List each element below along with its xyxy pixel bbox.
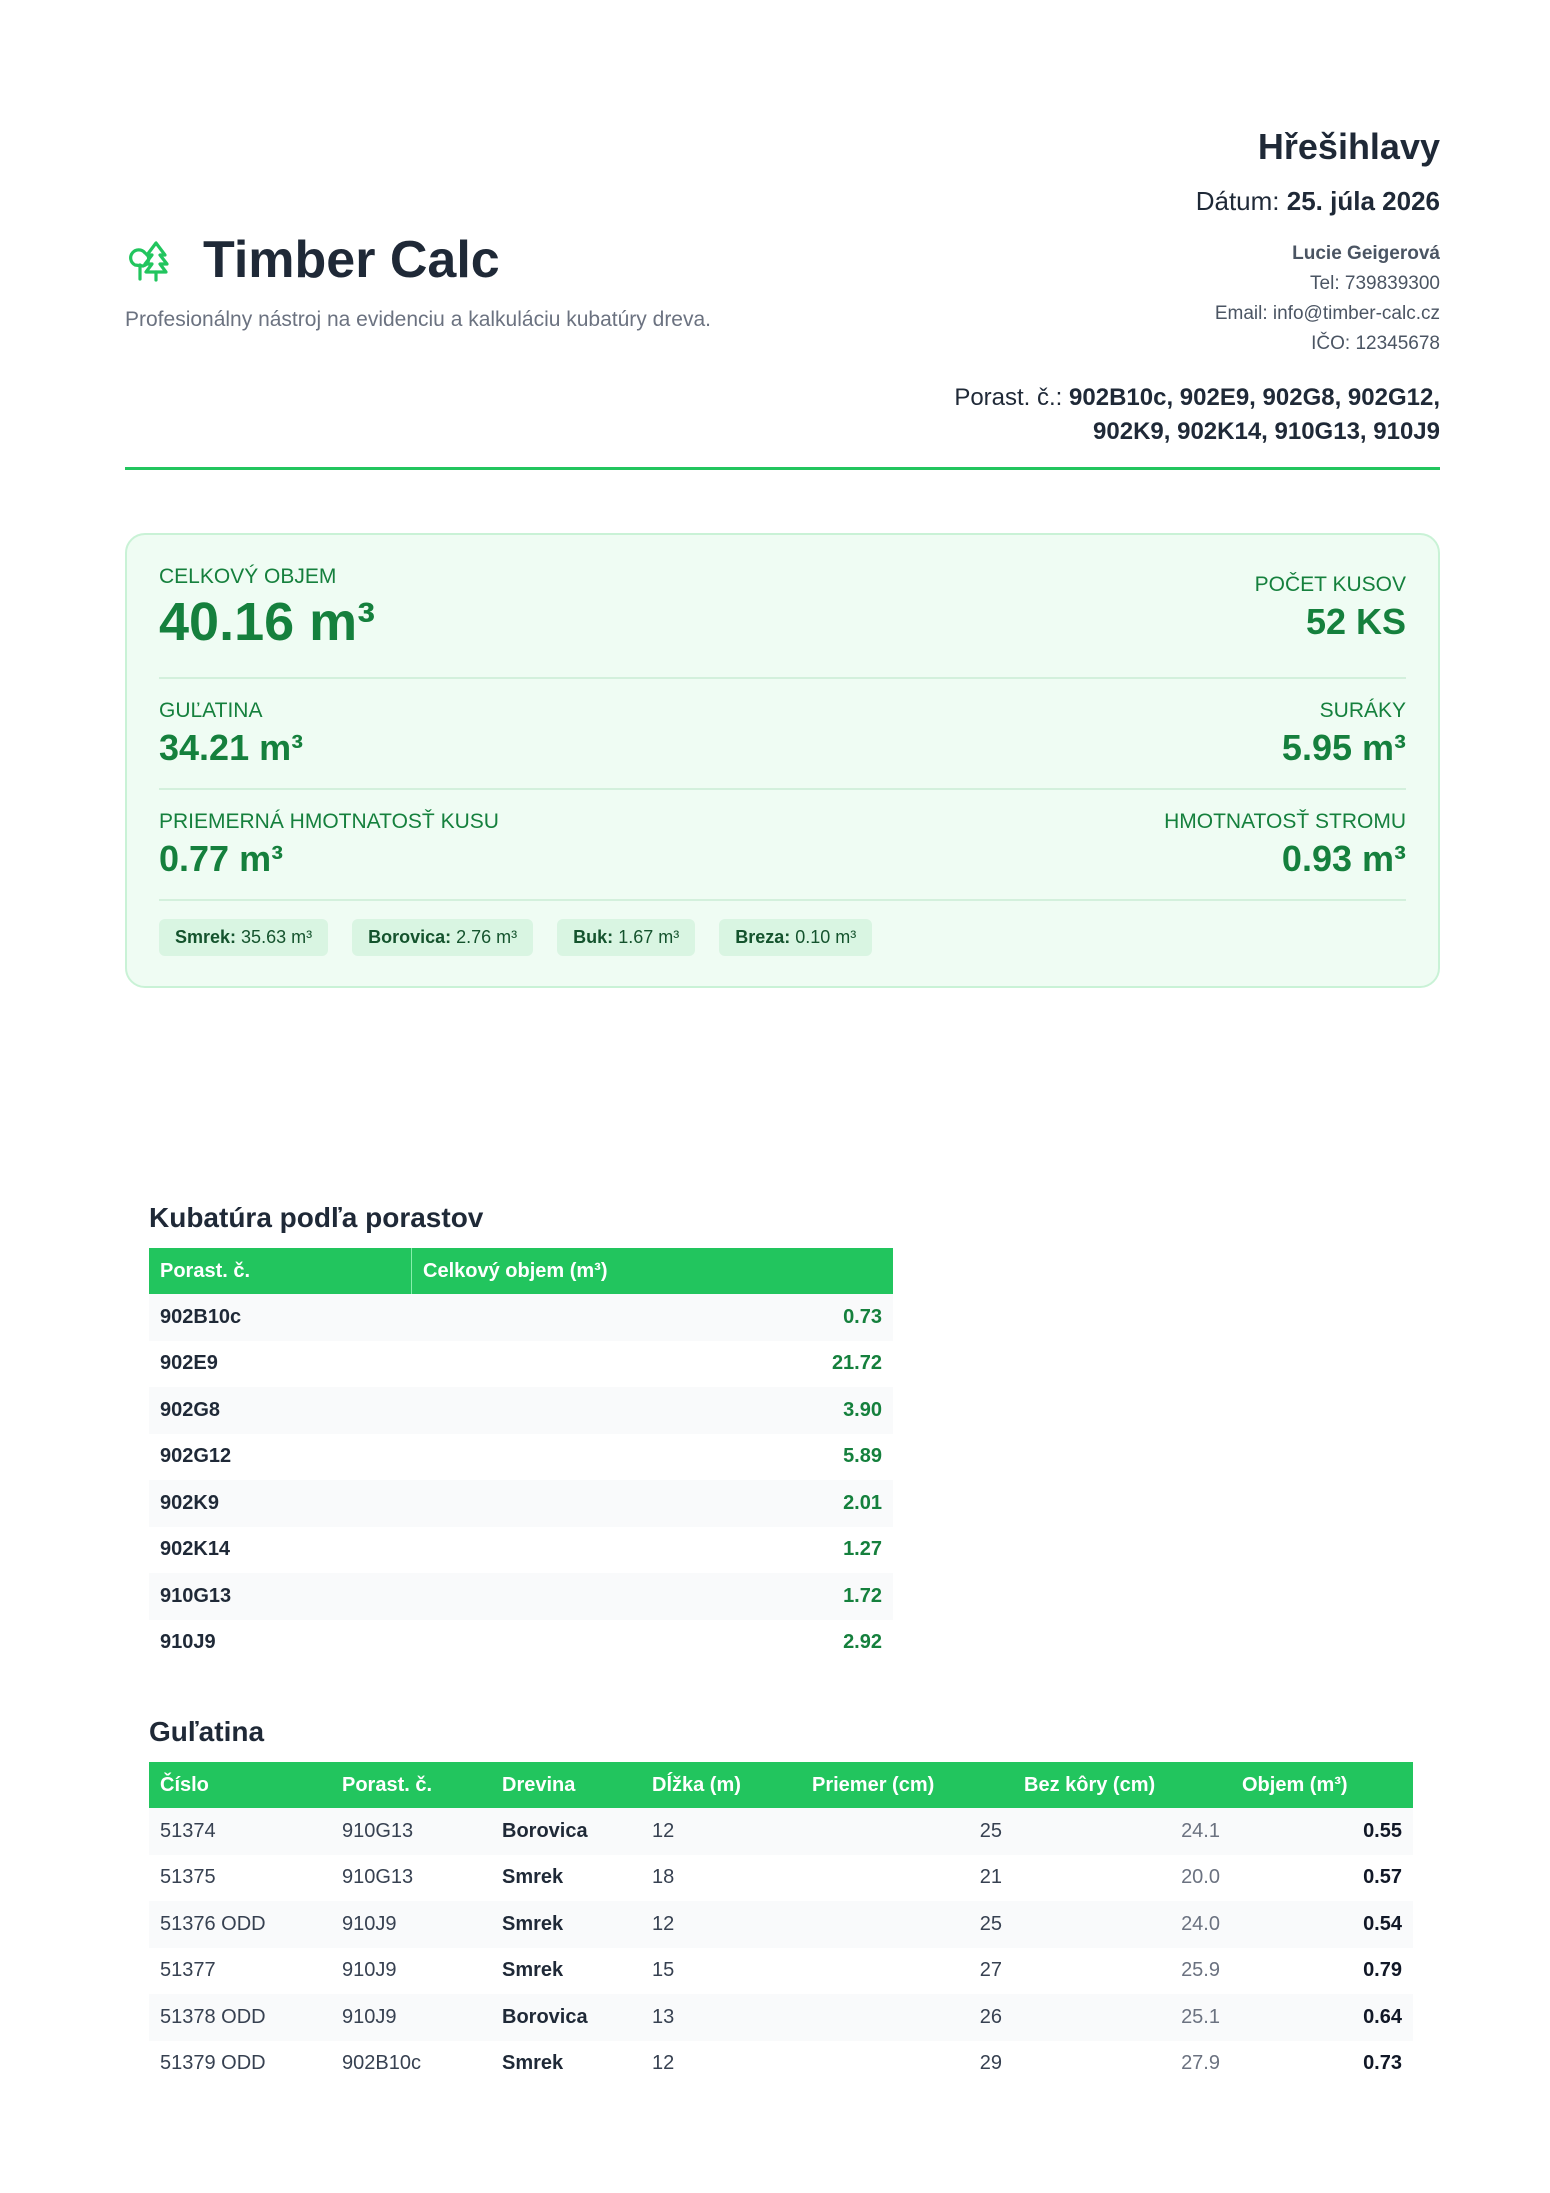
avg-piece-volume	[159, 810, 499, 880]
table-row: 51377 910J9 Smrek 15 27 25.9 0.79	[160, 1959, 1402, 1982]
round-wood-value: 34.21 m³	[159, 727, 304, 768]
column-header: Celkový objem (m³)	[412, 1248, 894, 1294]
table-row: 51375 910G13 Smrek 18 21 20.0 0.57	[160, 1866, 1402, 1889]
brand-tagline: Profesionálny nástroj na evidenciu a kalkuláciu kubatúry dreva.	[125, 308, 712, 331]
header-info	[954, 120, 1440, 449]
tree-volume-label: HMOTNATOSŤ STROMU	[1164, 810, 1406, 833]
column-header: Porast. č.	[149, 1248, 412, 1294]
species-chips	[159, 919, 896, 956]
table-row: 902B10c 0.73	[149, 1294, 893, 1341]
rough-wood-label: SURÁKY	[1319, 699, 1406, 722]
stands-label: Porast. č.:	[954, 384, 1063, 411]
header-divider	[125, 467, 1440, 470]
table-row: 51378 ODD 910J9 Borovica 13 26 25.1 0.64	[149, 1994, 1413, 2041]
species-chip: Smrek: 35.63 m³	[159, 919, 328, 956]
total-volume-value: 40.16 m³	[159, 592, 376, 652]
avg-piece-volume-value: 0.77 m³	[159, 838, 284, 879]
date-value: 25. júla 2026	[1286, 186, 1440, 216]
table-row: 51376 ODD 910J9 Smrek 12 25 24.0 0.54	[149, 1901, 1413, 1948]
column-header: Drevina	[491, 1762, 641, 1808]
round-wood-label: GUĽATINA	[159, 699, 263, 722]
column-header: Priemer (cm)	[801, 1762, 1013, 1808]
round-wood	[159, 699, 303, 769]
summary-panel	[125, 533, 1440, 988]
piece-count	[1255, 565, 1406, 653]
table-row: 910J9 2.92	[160, 1631, 882, 1654]
contact-email: Email: info@timber-calc.cz	[1214, 303, 1440, 324]
report-header	[125, 120, 1440, 470]
rough-wood	[1282, 699, 1406, 769]
summary-divider	[159, 677, 1406, 679]
species-chip: Borovica: 2.76 m³	[352, 919, 533, 956]
table-row: 902K9 2.01	[149, 1480, 893, 1527]
column-header: Porast. č.	[331, 1762, 491, 1808]
contact-ico: IČO: 12345678	[1311, 333, 1440, 354]
piece-count-value: 52 KS	[1305, 601, 1406, 642]
stands-list	[954, 381, 1440, 449]
date-label: Dátum:	[1195, 186, 1280, 216]
avg-piece-volume-label: PRIEMERNÁ HMOTNATOSŤ KUSU	[159, 810, 499, 833]
brand	[125, 230, 500, 290]
species-chip: Breza: 0.10 m³	[719, 919, 872, 956]
table-row: 902E9 21.72	[160, 1352, 882, 1375]
table-row: 51374 910G13 Borovica 12 25 24.1 0.55	[149, 1808, 1413, 1855]
stands-line-1: 902B10c, 902E9, 902G8, 902G12,	[1069, 384, 1440, 411]
summary-divider	[159, 899, 1406, 901]
piece-count-label: POČET KUSOV	[1254, 573, 1406, 596]
table-row: 902G8 3.90	[149, 1387, 893, 1434]
tree-volume	[1164, 810, 1406, 880]
column-header: Číslo	[149, 1762, 331, 1808]
column-header: Bez kôry (cm)	[1013, 1762, 1231, 1808]
stands-line-2: 902K9, 902K14, 910G13, 910J9	[1093, 418, 1440, 445]
rough-wood-value: 5.95 m³	[1281, 727, 1406, 768]
column-header: Objem (m³)	[1231, 1762, 1413, 1808]
trees-icon	[125, 235, 175, 285]
contact-phone: Tel: 739839300	[1310, 273, 1440, 294]
table-row: 902K14 1.27	[160, 1538, 882, 1561]
tree-volume-value: 0.93 m³	[1281, 838, 1406, 879]
summary-divider	[159, 788, 1406, 790]
contact-name: Lucie Geigerová	[1292, 243, 1440, 264]
species-chip: Buk: 1.67 m³	[557, 919, 695, 956]
contact-block	[954, 239, 1440, 359]
table-row: 51379 ODD 902B10c Smrek 12 29 27.9 0.73	[160, 2052, 1402, 2075]
table-row: 902G12 5.89	[160, 1445, 882, 1468]
total-volume	[159, 565, 375, 653]
total-volume-label: CELKOVÝ OBJEM	[159, 565, 337, 588]
logs-table	[149, 1762, 1413, 2087]
logs-table-title: Guľatina	[149, 1716, 265, 1747]
place-name: Hřešihlavy	[1257, 126, 1440, 167]
brand-title: Timber Calc	[203, 231, 500, 289]
table-row: 910G13 1.72	[149, 1573, 893, 1620]
column-header: Dĺžka (m)	[641, 1762, 801, 1808]
report-date	[954, 186, 1440, 217]
stands-table-title: Kubatúra podľa porastov	[149, 1202, 484, 1233]
stands-table	[149, 1248, 893, 1666]
